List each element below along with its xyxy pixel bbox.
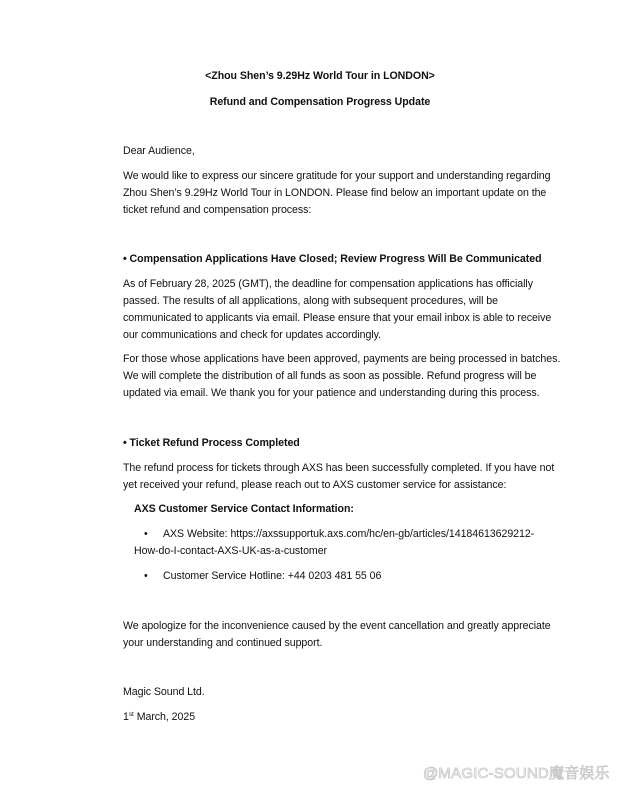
paragraph-line: our communications and check for updates accordingly.	[123, 329, 382, 341]
intro-line: Zhou Shen’s 9.29Hz World Tour in LONDON. Please find below an important update on the	[123, 187, 547, 199]
contact-info-heading: AXS Customer Service Contact Information:	[134, 503, 354, 515]
paragraph-line: passed. The results of all applications, along with subsequent procedures, will be	[123, 295, 498, 307]
paragraph-line: communicated to applicants via email. Please ensure that your email inbox is able to receive	[123, 312, 552, 324]
paragraph-line: The refund process for tickets through AXS has been successfully completed. If you have not	[123, 462, 555, 474]
date-day: 1	[123, 711, 129, 723]
paragraph-line: We will complete the distribution of all funds as soon as possible. Refund progress will be	[123, 370, 537, 382]
section-heading-compensation: • Compensation Applications Have Closed; Review Progress Will Be Communicated	[123, 253, 542, 265]
watermark: @MAGIC-SOUND魔音娱乐	[423, 765, 610, 782]
intro-line: We would like to express our sincere gratitude for your support and understanding regarding	[123, 170, 551, 182]
signature: Magic Sound Ltd.	[123, 686, 205, 698]
paragraph-line: As of February 28, 2025 (GMT), the deadline for compensation applications has officially	[123, 278, 533, 290]
paragraph-line: For those whose applications have been approved, payments are being processed in batches.	[123, 353, 561, 365]
contact-website: AXS Website: https://axssupportuk.axs.com/hc/en-gb/articles/14184613629212-	[163, 528, 535, 540]
contact-hotline: Customer Service Hotline: +44 0203 481 55 06	[163, 570, 382, 582]
document-date	[123, 711, 195, 724]
section-heading-refund: • Ticket Refund Process Completed	[123, 437, 300, 449]
intro-line: ticket refund and compensation process:	[123, 204, 312, 216]
paragraph-line: updated via email. We thank you for your patience and understanding during this process.	[123, 387, 540, 399]
closing-line: We apologize for the inconvenience caused by the event cancellation and greatly appreciate	[123, 620, 551, 632]
bullet-icon: •	[144, 570, 148, 582]
paragraph-line: yet received your refund, please reach out to AXS customer service for assistance:	[123, 479, 507, 491]
document-title: <Zhou Shen’s 9.29Hz World Tour in LONDON>	[205, 70, 435, 82]
salutation: Dear Audience,	[123, 145, 195, 157]
contact-website-cont: How-do-I-contact-AXS-UK-as-a-customer	[134, 545, 328, 557]
date-suffix: st	[128, 711, 134, 718]
date-rest: March, 2025	[133, 711, 196, 723]
bullet-icon: •	[144, 528, 148, 540]
document-subtitle: Refund and Compensation Progress Update	[209, 96, 431, 108]
closing-line: your understanding and continued support.	[123, 637, 323, 649]
